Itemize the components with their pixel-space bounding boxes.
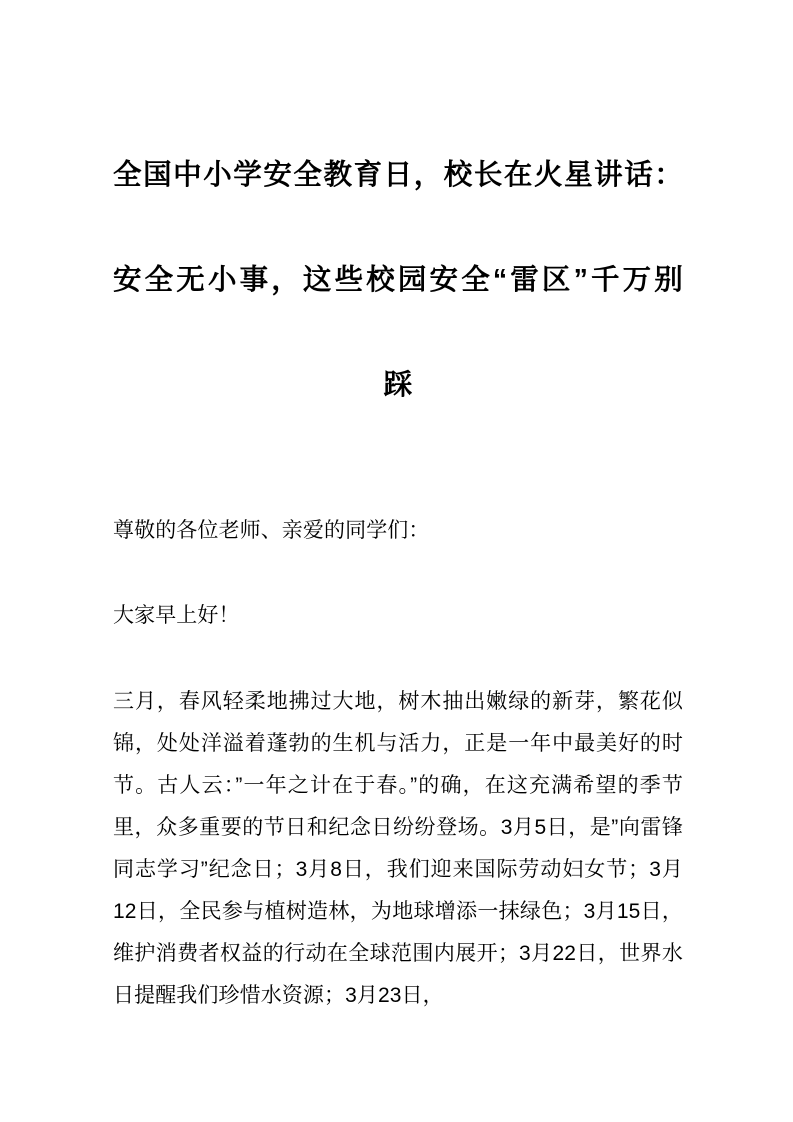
salutation-line: 尊敬的各位老师、亲爱的同学们： bbox=[113, 519, 430, 542]
page-title bbox=[113, 0, 683, 438]
title-line-3: 踩 bbox=[383, 369, 413, 401]
title-body-spacer bbox=[113, 438, 683, 510]
body-paragraph-1: 三月，春风轻柔地拂过大地，树木抽出嫩绿的新芽，繁花似锦，处处洋溢着蓬勃的生机与活力，正是一年中最美好的时节。古人云：”一年之计在于春。”的确，在这充满希望的季节里，众多重要的节日和纪念日纷纷登场。3月5日，是”向雷锋同志学习”纪念日；3月8日，我们迎来国际劳动妇女节；3月12日，全民参与植树造林，为地球增添一抹绿色；3月15日，维护消费者权益的行动在全球范围内展开；3月22日，世界水日提醒我们珍惜水资源；3月23日， bbox=[113, 690, 683, 1007]
title-line-1: 全国中小学安全教育日，校长在火星讲话： bbox=[113, 159, 683, 191]
body-paragraphs bbox=[113, 681, 683, 1017]
salutation-greeting-spacer bbox=[113, 552, 683, 595]
greeting-line: 大家早上好！ bbox=[113, 604, 240, 627]
greeting-paragraph-spacer bbox=[113, 637, 683, 681]
title-line-2: 安全无小事，这些校园安全“雷区”千万别 bbox=[113, 264, 683, 296]
document-text-column bbox=[113, 0, 683, 1017]
